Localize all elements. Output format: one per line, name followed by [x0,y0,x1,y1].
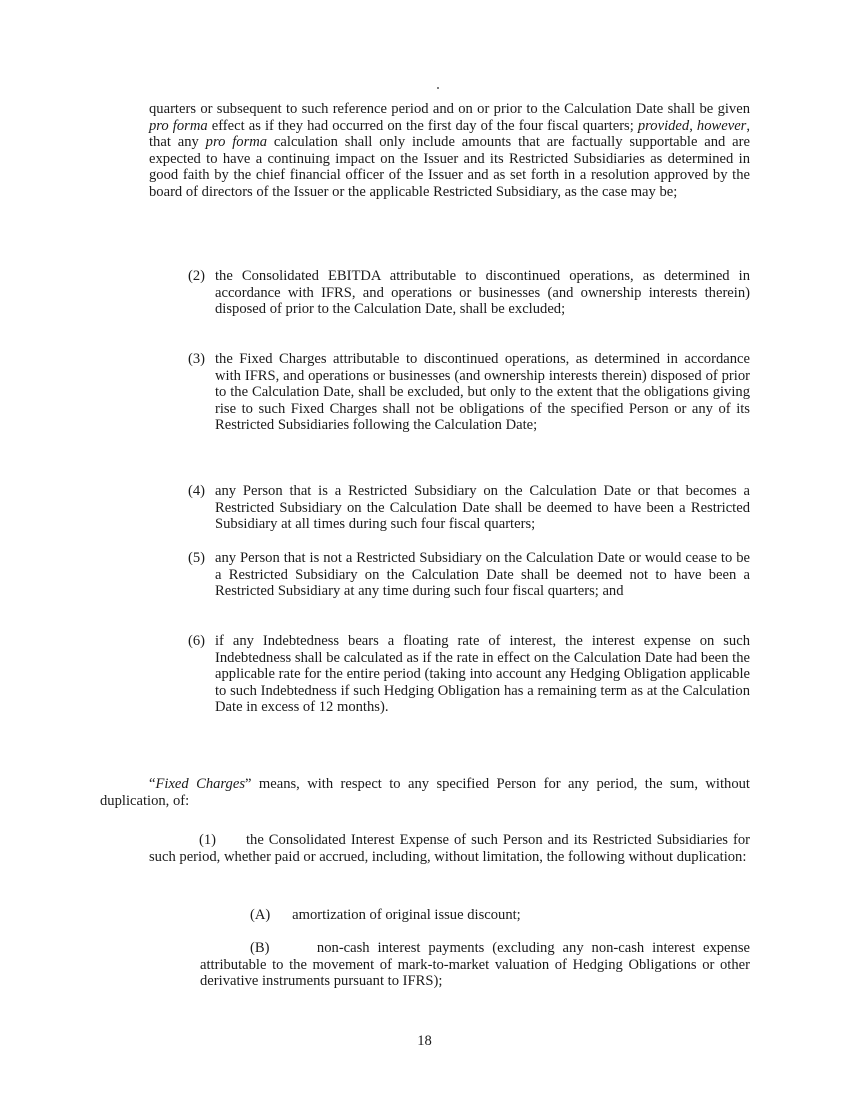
sub-item-text: (B) non-cash interest payments (excluding any non-cash interest expense attributable to the movement of mark-to-market valuation of Hedging Obligations or other derivative instruments pursuant to IFRS); [200,940,750,990]
clause-number: (2) [188,268,206,284]
intro-text-4: calculation shall only include amounts that are factually supportable and are expected to have a continuing impact on the Issuer and its Restricted Subsidiaries as determined in good faith by the chief financial officer of the Issuer and as set forth in a resolution approved by the board of directors of the Issuer or the applicable Restricted Subsidiary, as the case may be; [149,134,750,200]
intro-comma: , [689,117,697,134]
clause-item-2 [188,268,750,318]
clause-item-6 [188,633,750,716]
clause-number: (3) [188,351,206,367]
clause-number: (4) [188,483,206,499]
defined-term: Fixed Charges [155,776,246,792]
clause-text: any Person that is a Restricted Subsidiary on the Calculation Date or that becomes a Restricted Subsidiary on the Calculation Date shall be deemed to have been a Restricted Subsidiary at all times during such four fiscal quarters; [215,483,750,533]
provided-italic: provided [637,117,690,134]
clause-number: (5) [188,550,206,566]
fc-item-text: (1) the Consolidated Interest Expense of such Person and its Restricted Subsidiaries for such period, whether paid or accrued, including, without limitation, the following without duplication: [149,832,750,865]
clause-item-4 [188,483,750,533]
pro-forma-italic-2: pro forma [205,134,268,151]
open-quote: “ [149,776,156,792]
definition-text: ” means, with respect to any specified Person for any period, the sum, without duplication, of: [100,776,750,809]
fixed-charges-item-1 [149,832,750,865]
clause-item-3 [188,351,750,434]
page-mark [437,87,439,89]
clause-item-5 [188,550,750,600]
intro-text-2: effect as if they had occurred on the first day of the four fiscal quarters; [207,117,638,134]
intro-paragraph [149,101,750,201]
intro-text-3: , that any [149,117,751,151]
clause-text: any Person that is not a Restricted Subsidiary on the Calculation Date or would cease to be a Restricted Subsidiary on the Calculation Date shall be deemed not to have been a Restricted Subsidiary at any time during such four fiscal quarters; and [215,550,750,600]
intro-text-1: quarters or subsequent to such reference period and on or prior to the Calculation Date shall be given [149,101,750,117]
clause-number: (6) [188,633,206,649]
however-italic: however [696,117,747,134]
clause-text: the Fixed Charges attributable to discontinued operations, as determined in accordance with IFRS, and operations or businesses (and ownership interests therein) disposed of prior to the Calculation Date, shall be excluded, but only to the extent that the obligations giving rise to such Fixed Charges shall not be obligations of the specified Person or any of its Restricted Subsidiaries following the Calculation Date; [215,351,750,434]
clause-text: if any Indebtedness bears a floating rate of interest, the interest expense on such Indebtedness shall be calculated as if the rate in effect on the Calculation Date had been the applicable rate for the entire period (taking into account any Hedging Obligation applicable to such Indebtedness if such Hedging Obligation has a remaining term as at the Calculation Date in excess of 12 months). [215,633,750,716]
sub-item-a [200,907,750,924]
sub-item-text: (A) amortization of original issue discount; [250,907,521,923]
fixed-charges-definition [100,776,750,809]
page-number: 18 [417,1033,432,1049]
clause-text: the Consolidated EBITDA attributable to discontinued operations, as determined in accordance with IFRS, and operations or businesses (and ownership interests therein) disposed of prior to the Calculation Date, shall be excluded; [215,268,750,318]
sub-item-b [200,940,750,990]
pro-forma-italic: pro forma [149,117,208,134]
